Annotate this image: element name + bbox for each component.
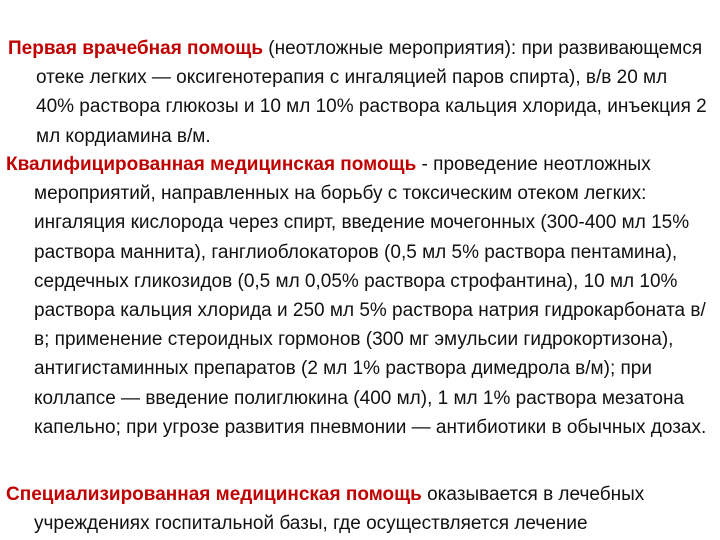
text-qualified-medical-aid: - проведение неотложных мероприятий, направленных на борьбу с токсическим отеком легких: ингаляция кислорода через спирт, введение мочегонных (300-400 мл 15% раствора маннита), ганглиоблокаторов (0,5 мл 5% раствора пентамина), сердечных гликозидов (0,5 мл 0,05% раствора строфантина), 10 мл 10% раствора кальция хлорида и 250 мл 5% раствора натрия гидрокарбоната в/в; применение стероидных гормонов (300 мг эмульсии гидрокортизона), антигистаминных препаратов (2 мл 1% раствора димедрола в/м); при коллапсе — введение полиглюкина (400 мл), 1 мл 1% раствора мезатона капельно; при угрозе развития пневмонии — антибиотики в обычных дозах. [34,154,707,438]
paragraph-specialized-aid [6,480,710,538]
heading-specialized-medical-aid: Специализированная медицинская помощь [6,484,422,505]
text-first-medical-aid: (неотложные мероприятия): при развивающемся отеке легких — оксигенотерапия с ингаляцией паров спирта), в/в 20 мл 40% раствора глюкозы и 10 мл 10% раствора кальция хлорида, инъекция 2 мл кордиамина в/м. [36,38,707,147]
heading-qualified-medical-aid: Квалифицированная медицинская помощь [6,154,417,175]
paragraph-qualified-aid [6,150,710,442]
heading-first-medical-aid: Первая врачебная помощь [8,38,264,59]
paragraph-first-aid [8,34,708,151]
text-specialized-medical-aid: оказывается в лечебных учреждениях госпитальной базы, где осуществляется лечение [34,484,645,535]
